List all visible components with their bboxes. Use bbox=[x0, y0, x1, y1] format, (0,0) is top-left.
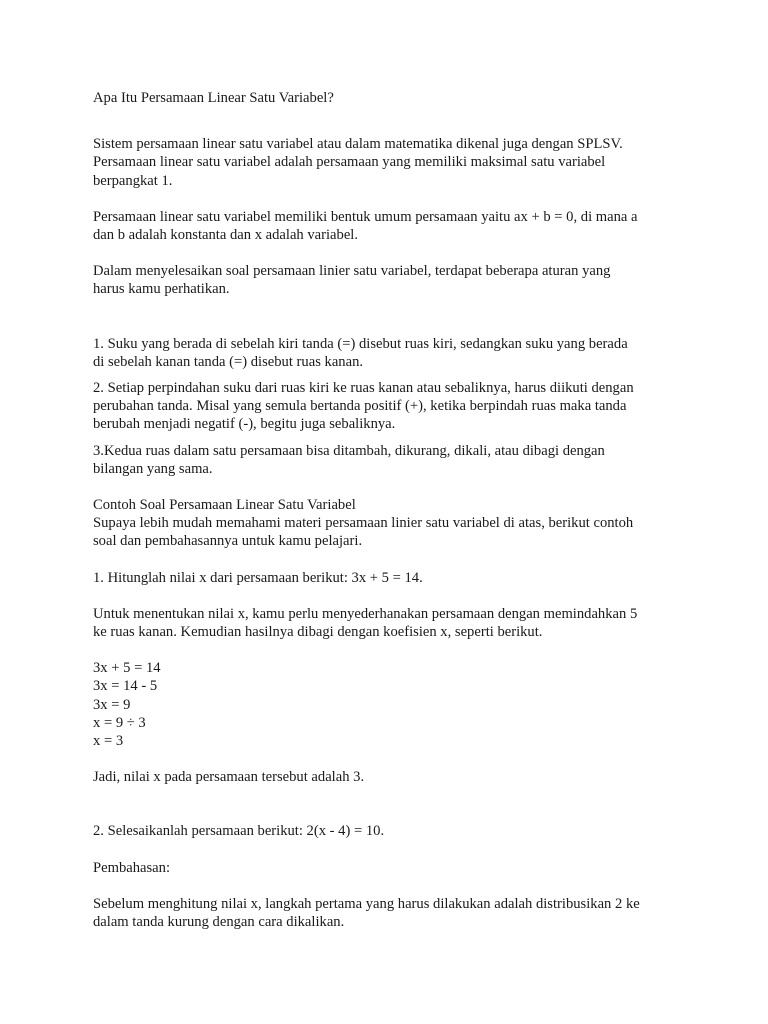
text-line: 3.Kedua ruas dalam satu persamaan bisa ditambah, dikurang, dikali, atau dibagi dengan bbox=[93, 442, 605, 459]
text-line: 2. Setiap perpindahan suku dari ruas kiri ke ruas kanan atau sebaliknya, harus diikuti dengan bbox=[93, 380, 634, 397]
question-2-explanation bbox=[93, 895, 683, 931]
text-line: Persamaan linear satu variabel memiliki bentuk umum persamaan yaitu ax + b = 0, di mana a bbox=[93, 208, 638, 225]
text-line: Persamaan linear satu variabel adalah persamaan yang memiliki maksimal satu variabel bbox=[93, 154, 606, 171]
text-line: berubah menjadi negatif (-), begitu juga sebaliknya. bbox=[93, 416, 396, 433]
text-line: bilangan yang sama. bbox=[93, 460, 213, 477]
question-1-explanation bbox=[93, 605, 683, 641]
text-line: Sistem persamaan linear satu variabel atau dalam matematika dikenal juga dengan SPLSV. bbox=[93, 136, 623, 153]
text-line: soal dan pembahasannya untuk kamu pelajari. bbox=[93, 533, 363, 550]
text-line: dan b adalah konstanta dan x adalah variabel. bbox=[93, 227, 359, 244]
text-line: di sebelah kanan tanda (=) disebut ruas kanan. bbox=[93, 353, 364, 370]
text-line: Untuk menentukan nilai x, kamu perlu menyederhanakan persamaan dengan memindahkan 5 bbox=[93, 605, 638, 622]
equation-step: 3x = 9 bbox=[93, 696, 131, 713]
text-line: 1. Suku yang berada di sebelah kiri tanda (=) disebut ruas kiri, sedangkan suku yang berada bbox=[93, 335, 628, 352]
equation-step: 3x = 14 - 5 bbox=[93, 678, 158, 695]
question-1-conclusion: Jadi, nilai x pada persamaan tersebut adalah 3. bbox=[93, 769, 365, 786]
text-line: Sebelum menghitung nilai x, langkah pertama yang harus dilakukan adalah distribusikan 2 ke bbox=[93, 895, 640, 912]
example-heading: Contoh Soal Persamaan Linear Satu Variabel bbox=[93, 497, 356, 514]
rule-3 bbox=[93, 442, 683, 478]
equation-step: x = 3 bbox=[93, 733, 124, 750]
question-1-steps bbox=[93, 659, 683, 750]
text-line: ke ruas kanan. Kemudian hasilnya dibagi dengan koefisien x, seperti berikut. bbox=[93, 624, 543, 641]
document-page bbox=[93, 89, 683, 931]
question-1: 1. Hitunglah nilai x dari persamaan berikut: 3x + 5 = 14. bbox=[93, 569, 423, 586]
text-line: dalam tanda kurung dengan cara dikalikan. bbox=[93, 914, 345, 931]
document-title: Apa Itu Persamaan Linear Satu Variabel? bbox=[93, 90, 334, 106]
rule-1 bbox=[93, 335, 683, 371]
equation-step: x = 9 ÷ 3 bbox=[93, 714, 146, 731]
equation-step: 3x + 5 = 14 bbox=[93, 660, 161, 677]
example-section bbox=[93, 496, 683, 551]
rule-2 bbox=[93, 379, 683, 434]
rules-intro-paragraph bbox=[93, 262, 683, 298]
text-line: harus kamu perhatikan. bbox=[93, 281, 230, 298]
text-line: perubahan tanda. Misal yang semula bertanda positif (+), ketika berpindah ruas maka tanda bbox=[93, 398, 627, 415]
intro-paragraph bbox=[93, 135, 683, 190]
question-2: 2. Selesaikanlah persamaan berikut: 2(x - 4) = 10. bbox=[93, 823, 385, 840]
general-form-paragraph bbox=[93, 208, 683, 244]
text-line: Dalam menyelesaikan soal persamaan linier satu variabel, terdapat beberapa aturan yang bbox=[93, 263, 611, 280]
text-line: Supaya lebih mudah memahami materi persamaan linier satu variabel di atas, berikut contoh bbox=[93, 515, 634, 532]
question-2-label: Pembahasan: bbox=[93, 859, 171, 876]
text-line: berpangkat 1. bbox=[93, 172, 173, 189]
